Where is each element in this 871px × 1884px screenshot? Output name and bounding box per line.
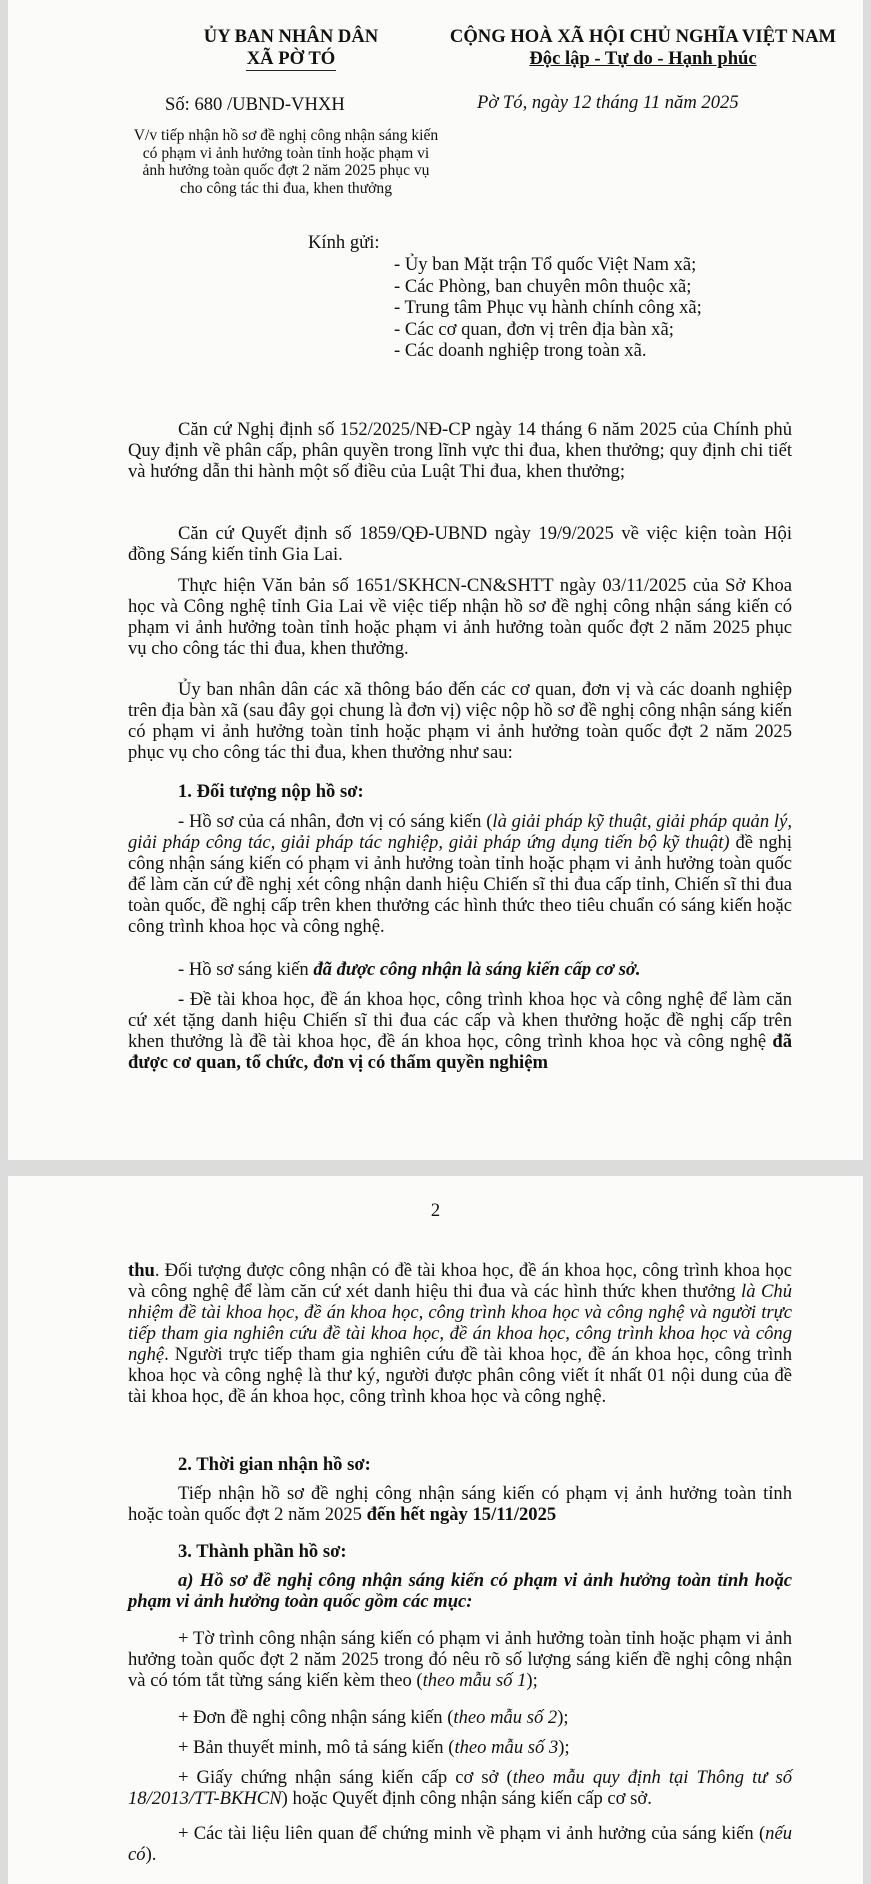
section-3-item-1: + Tờ trình công nhận sáng kiến có phạm vi ảnh hưởng toàn tỉnh hoặc phạm vi ảnh hưởng toàn quốc đợt 2 năm 2025 trong đó nêu rõ số lượng sáng kiến đề nghị công nhận và có tóm tắt từng sáng kiến kèm theo (theo mẫu số 1); — [128, 1628, 792, 1691]
issuing-agency — [148, 26, 434, 70]
section-3-item-3: + Bản thuyết minh, mô tả sáng kiến (theo mẫu số 3); — [178, 1737, 570, 1758]
place-and-date: Pờ Tó, ngày 12 tháng 11 năm 2025 — [477, 92, 739, 113]
document-page-1 — [8, 0, 863, 1160]
document-number: Số: 680 /UBND-VHXH — [165, 94, 345, 115]
national-title — [433, 26, 853, 70]
paragraph-announcement: Ủy ban nhân dân các xã thông báo đến các cơ quan, đơn vị và các doanh nghiệp trên địa bàn xã (sau đây gọi chung là đơn vị) việc nộp hồ sơ đề nghị công nhận sáng kiến có phạm vi ảnh hưởng toàn tỉnh hoặc phạm vi ảnh hưởng toàn quốc đợt 2 năm 2025 phục vụ cho công tác thi đua, khen thưởng như sau: — [128, 679, 792, 763]
subject-line-2: có phạm vi ảnh hưởng toàn tỉnh hoặc phạm vi — [142, 144, 430, 162]
paragraph-legal-basis-1: Căn cứ Nghị định số 152/2025/NĐ-CP ngày 14 tháng 6 năm 2025 của Chính phủ Quy định về phân cấp, phân quyền trong lĩnh vực thi đua, khen thưởng; quy định chi tiết và hướng dẫn thi hành một số điều của Luật Thi đua, khen thưởng; — [128, 419, 792, 482]
document-page-2 — [8, 1176, 863, 1884]
recipient-item: - Các doanh nghiệp trong toàn xã. — [394, 340, 647, 362]
kinh-gui-label: Kính gửi: — [308, 232, 380, 253]
recipient-list — [394, 254, 814, 362]
paragraph-legal-basis-2: Căn cứ Quyết định số 1859/QĐ-UBND ngày 19/9/2025 về việc kiện toàn Hội đồng Sáng kiến tỉnh Gia Lai. — [128, 523, 792, 565]
section-3-item-4: + Giấy chứng nhận sáng kiến cấp cơ sở (theo mẫu quy định tại Thông tư số 18/2013/TT-BKHCN) hoặc Quyết định công nhận sáng kiến cấp cơ sở. — [128, 1767, 792, 1809]
section-1-item-a: - Hồ sơ của cá nhân, đơn vị có sáng kiến (là giải pháp kỹ thuật, giải pháp quản lý, giải pháp công tác, giải pháp tác nghiệp, giải pháp ứng dụng tiến bộ kỹ thuật) đề nghị công nhận sáng kiến có phạm vi ảnh hưởng toàn tỉnh hoặc phạm vi ảnh hưởng toàn quốc để làm căn cứ đề nghị xét công nhận danh hiệu Chiến sĩ thi đua cấp tỉnh, Chiến sĩ thi đua toàn quốc, đề nghị cấp trên khen thưởng các hình thức theo tiêu chuẩn có sáng kiến hoặc công trình khoa học và công nghệ. — [128, 811, 792, 937]
subject-line-4: cho công tác thi đua, khen thưởng — [179, 179, 392, 197]
paragraph-implementation: Thực hiện Văn bản số 1651/SKHCN-CN&SHTT ngày 03/11/2025 của Sở Khoa học và Công nghệ tỉnh Gia Lai về việc tiếp nhận hồ sơ đề nghị công nhận sáng kiến có phạm vi ảnh hưởng toàn tỉnh hoặc phạm vi ảnh hưởng toàn quốc đợt 2 năm 2025 phục vụ cho công tác thi đua, khen thưởng. — [128, 575, 792, 659]
section-1-heading: 1. Đối tượng nộp hồ sơ: — [178, 781, 364, 802]
section-1-item-c-continued: thu. Đối tượng được công nhận có đề tài khoa học, đề án khoa học, công trình khoa học và công nghệ để làm căn cứ xét danh hiệu thi đua và các hình thức khen thưởng là Chủ nhiệm đề tài khoa học, đề án khoa học, công trình khoa học và công nghệ và người trực tiếp tham gia nghiên cứu đề tài khoa học, đề án khoa học, công trình khoa học và công nghệ. Người trực tiếp tham gia nghiên cứu đề tài khoa học, đề án khoa học, công trình khoa học và công nghệ là thư ký, người được phân công viết ít nhất 01 nội dung của đề tài khoa học, đề án khoa học, công trình khoa học và công nghệ. — [128, 1260, 793, 1407]
agency-line-1: ỦY BAN NHÂN DÂN — [203, 26, 379, 47]
section-2-text: Tiếp nhận hồ sơ đề nghị công nhận sáng kiến có phạm vị ảnh hưởng toàn tỉnh hoặc toàn quốc đợt 2 năm 2025 đến hết ngày 15/11/2025 — [128, 1483, 792, 1525]
subject-line-3: ảnh hưởng toàn quốc đợt 2 năm 2025 phục vụ — [142, 162, 430, 180]
document-subject — [116, 127, 456, 197]
section-3-subheading-a: a) Hồ sơ đề nghị công nhận sáng kiến có phạm vi ảnh hưởng toàn tỉnh hoặc phạm vi ảnh hưởng toàn quốc gồm các mục: — [128, 1570, 792, 1612]
section-3-item-2: + Đơn đề nghị công nhận sáng kiến (theo mẫu số 2); — [178, 1707, 569, 1728]
section-3-item-5: + Các tài liệu liên quan để chứng minh về phạm vi ảnh hưởng của sáng kiến (nếu có). — [128, 1823, 792, 1865]
recipient-item: - Ủy ban Mặt trận Tổ quốc Việt Nam xã; — [394, 254, 697, 275]
section-2-heading: 2. Thời gian nhận hồ sơ: — [178, 1454, 371, 1475]
agency-underline — [246, 70, 336, 71]
agency-line-2: XÃ PỜ TÓ — [246, 48, 336, 69]
recipient-item: - Các cơ quan, đơn vị trên địa bàn xã; — [394, 318, 674, 340]
country-line: CỘNG HOÀ XÃ HỘI CHỦ NGHĨA VIỆT NAM — [449, 26, 837, 47]
recipient-item: - Trung tâm Phục vụ hành chính công xã; — [394, 297, 702, 319]
motto: Độc lập - Tự do - Hạnh phúc — [529, 48, 757, 69]
section-1-item-b: - Hồ sơ sáng kiến đã được công nhận là sáng kiến cấp cơ sở. — [178, 959, 641, 980]
recipient-item: - Các Phòng, ban chuyên môn thuộc xã; — [394, 275, 692, 297]
subject-line-1: V/v tiếp nhận hồ sơ đề nghị công nhận sáng kiến — [133, 127, 439, 144]
section-3-heading: 3. Thành phần hồ sơ: — [178, 1541, 347, 1562]
section-1-item-c: - Đề tài khoa học, đề án khoa học, công trình khoa học và công nghệ để làm căn cứ xét tặng danh hiệu Chiến sĩ thi đua các cấp và khen thưởng hoặc đề nghị cấp trên khen thưởng là đề tài khoa học, đề án khoa học, công trình khoa học và công nghệ đã được cơ quan, tổ chức, đơn vị có thẩm quyền nghiệm — [128, 989, 792, 1073]
page-number: 2 — [430, 1200, 441, 1221]
